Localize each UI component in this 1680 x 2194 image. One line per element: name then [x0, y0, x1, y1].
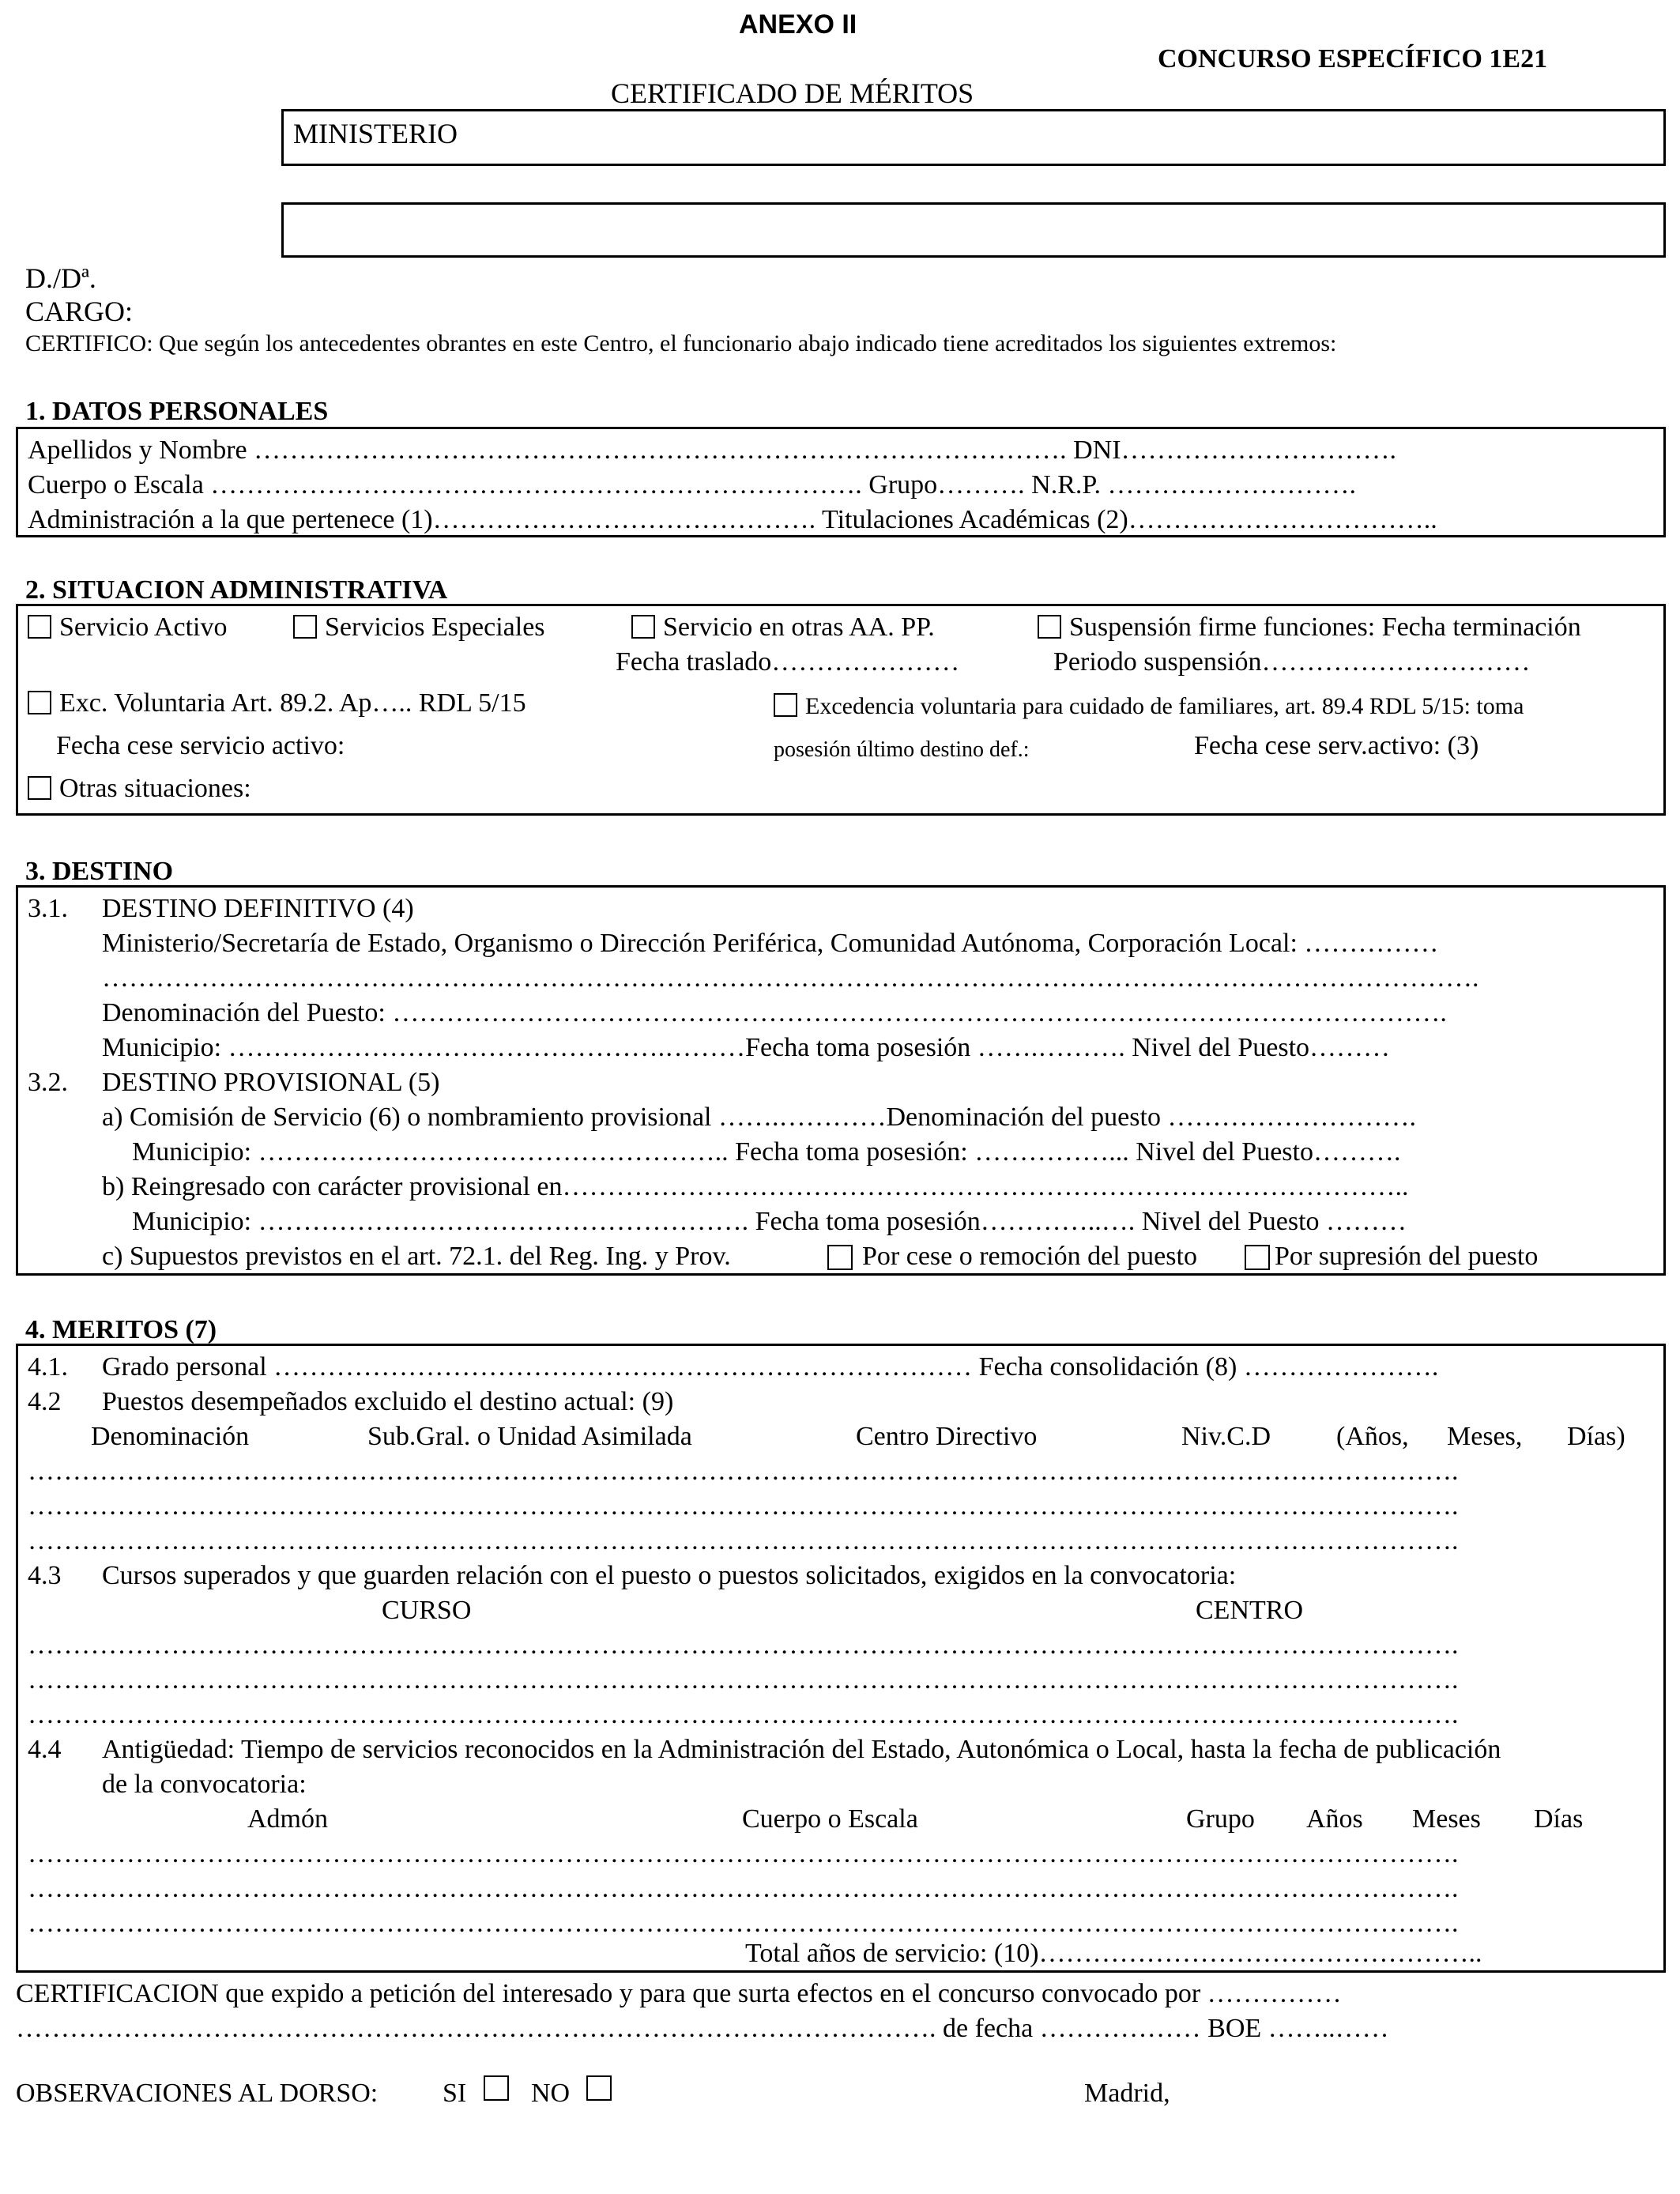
checkbox-observations-yes[interactable]	[484, 2075, 509, 2101]
num-3-1: 3.1.	[28, 894, 68, 923]
posts-row-3[interactable]: …………………………………………………………………………………………………………………………………………….	[28, 1528, 1459, 1555]
definitive-dots[interactable]: ……………………………………………………………………………………………………………………………………….	[102, 963, 1479, 993]
ministry-label: MINISTERIO	[293, 118, 458, 149]
merits-box	[16, 1344, 1666, 1973]
seniority-heading-2: de la convocatoria:	[102, 1770, 307, 1799]
personal-name-line[interactable]: Apellidos y Nombre ………………………………………………………………………………. DNI………………………….	[28, 435, 1397, 465]
col-months-2: Meses	[1412, 1804, 1481, 1834]
posts-row-1[interactable]: …………………………………………………………………………………………………………………………………………….	[28, 1458, 1459, 1485]
num-3-2: 3.2.	[28, 1068, 68, 1097]
courses-heading: Cursos superados y que guarden relación con el puesto o puestos solicitados, exigidos en la convocatoria:	[102, 1561, 1237, 1590]
courses-row-1[interactable]: …………………………………………………………………………………………………………………………………………….	[28, 1632, 1459, 1659]
certification-line-1[interactable]: CERTIFICACION que expido a petición del interesado y para que surta efectos en el concurso convocado por ……………	[16, 1979, 1342, 2008]
seniority-row-3[interactable]: …………………………………………………………………………………………………………………………………………….	[28, 1910, 1459, 1937]
label-special: Servicios Especiales	[325, 613, 545, 642]
definitive-ministry[interactable]: Ministerio/Secretaría de Estado, Organismo o Dirección Periférica, Comunidad Autónoma, Corporación Local: ……………	[102, 929, 1439, 958]
ministry-box[interactable]	[281, 109, 1666, 166]
label-removal: Por cese o remoción del puesto	[862, 1242, 1197, 1271]
transfer-date[interactable]: Fecha traslado…………………	[616, 647, 960, 677]
provisional-heading: DESTINO PROVISIONAL (5)	[102, 1068, 440, 1097]
seniority-heading: Antigüedad: Tiempo de servicios reconocidos en la Administración del Estado, Autonómica o Local, hasta la fecha de publicación	[102, 1735, 1501, 1764]
definitive-heading: DESTINO DEFINITIVO (4)	[102, 894, 414, 923]
col-body: Cuerpo o Escala	[742, 1804, 918, 1834]
num-4-1: 4.1.	[28, 1352, 68, 1382]
posts-heading: Puestos desempeñados excluido el destino actual: (9)	[102, 1387, 674, 1416]
certifier-position-label: CARGO:	[25, 296, 134, 327]
col-denomination: Denominación	[91, 1422, 250, 1451]
num-4-3: 4.3	[28, 1561, 62, 1590]
checkbox-other-admin[interactable]	[631, 615, 655, 639]
grade-line[interactable]: Grado personal …………………………………………………………………… Fecha consolidación (8) ………………….	[102, 1352, 1439, 1382]
col-months: Meses,	[1447, 1422, 1523, 1451]
checkbox-active[interactable]	[28, 615, 51, 639]
possession-last[interactable]: posesión último destino def.:	[774, 737, 1030, 762]
place-date: Madrid,	[1084, 2079, 1170, 2108]
label-others: Otras situaciones:	[59, 774, 251, 803]
personal-body-line[interactable]: Cuerpo o Escala ………………………………………………………………. Grupo………. N.R.P. ……………………….	[28, 470, 1357, 499]
col-course: CURSO	[382, 1596, 472, 1625]
col-days-2: Días	[1534, 1804, 1584, 1834]
commission-line[interactable]: a) Comisión de Servicio (6) o nombramiento provisional …….…………Denominación del puesto ……………………….	[102, 1103, 1416, 1132]
label-voluntary: Exc. Voluntaria Art. 89.2. Ap….. RDL 5/15	[59, 688, 526, 718]
checkbox-observations-no[interactable]	[586, 2075, 612, 2101]
admin-situation-box	[16, 604, 1666, 816]
col-subgral: Sub.Gral. o Unidad Asimilada	[367, 1422, 692, 1451]
num-4-2: 4.2	[28, 1387, 62, 1416]
section4-heading: 4. MERITOS (7)	[25, 1315, 217, 1344]
col-years-2: Años	[1306, 1804, 1363, 1834]
cease-date-short[interactable]: Fecha cese serv.activo: (3)	[1194, 731, 1479, 760]
definitive-municipality[interactable]: Municipio: ………………………………………….………Fecha toma posesión …….………. Nivel del Puesto………	[102, 1033, 1391, 1062]
observations-label: OBSERVACIONES AL DORSO:	[16, 2079, 379, 2108]
checkbox-special[interactable]	[293, 615, 317, 639]
destination-box	[16, 885, 1666, 1276]
observations-no-label: NO	[531, 2079, 571, 2108]
checkbox-family-leave[interactable]	[774, 693, 797, 717]
contest-code: CONCURSO ESPECÍFICO 1E21	[1158, 44, 1548, 74]
col-nivel: Niv.C.D	[1181, 1422, 1271, 1451]
definitive-post[interactable]: Denominación del Puesto: ……………………………………………………………………………………………………….	[102, 998, 1447, 1027]
total-service[interactable]: Total años de servicio: (10)…………………………………………..	[745, 1939, 1482, 1968]
checkbox-suspension[interactable]	[1038, 615, 1061, 639]
col-group: Grupo	[1186, 1804, 1255, 1834]
certification-line-2[interactable]: …………………………………………………………………………………………. de fecha ……………… BOE ……..……	[16, 2014, 1389, 2043]
personal-admin-line[interactable]: Administración a la que pertenece (1)……………………………………. Titulaciones Académicas (2)……………………………..	[28, 505, 1437, 534]
suspension-period[interactable]: Periodo suspensión…………………………	[1053, 647, 1531, 677]
checkbox-others[interactable]	[28, 776, 51, 800]
label-suppression: Por supresión del puesto	[1275, 1242, 1539, 1271]
col-course-center: CENTRO	[1196, 1596, 1303, 1625]
col-admin: Admón	[247, 1804, 328, 1834]
personal-data-box	[16, 427, 1666, 537]
checkbox-removal[interactable]	[827, 1245, 853, 1270]
certify-statement: CERTIFICO: Que según los antecedentes obrantes en este Centro, el funcionario abajo indicado tiene acreditados los siguientes extremos:	[25, 330, 1337, 356]
seniority-row-2[interactable]: …………………………………………………………………………………………………………………………………………….	[28, 1875, 1459, 1902]
section2-heading: 2. SITUACION ADMINISTRATIVA	[25, 575, 448, 605]
commission-municipality[interactable]: Municipio: …………………………………………….. Fecha toma posesión: ……………... Nivel del Puesto……….	[132, 1137, 1401, 1167]
col-years: (Años,	[1336, 1422, 1409, 1451]
reentry-municipality[interactable]: Municipio: ………………………………………………. Fecha toma posesión…………..…. Nivel del Puesto ………	[132, 1207, 1407, 1236]
label-suspension: Suspensión firme funciones: Fecha terminación	[1069, 613, 1581, 642]
seniority-row-1[interactable]: …………………………………………………………………………………………………………………………………………….	[28, 1841, 1459, 1868]
annex-title: ANEXO II	[739, 9, 857, 40]
col-days: Días)	[1567, 1422, 1625, 1451]
courses-row-2[interactable]: …………………………………………………………………………………………………………………………………………….	[28, 1667, 1459, 1694]
label-active: Servicio Activo	[59, 613, 228, 642]
col-centro-directivo: Centro Directivo	[856, 1422, 1038, 1451]
section3-heading: 3. DESTINO	[25, 857, 174, 886]
reentry-line[interactable]: b) Reingresado con carácter provisional en…………………………………………………………………………………..	[102, 1172, 1409, 1201]
cease-date[interactable]: Fecha cese servicio activo:	[56, 731, 345, 760]
section1-heading: 1. DATOS PERSONALES	[25, 397, 329, 426]
observations-yes-label: SI	[443, 2079, 467, 2108]
courses-row-3[interactable]: …………………………………………………………………………………………………………………………………………….	[28, 1702, 1459, 1728]
checkbox-voluntary[interactable]	[28, 691, 51, 714]
document-title: CERTIFICADO DE MÉRITOS	[611, 77, 974, 109]
cases-line: c) Supuestos previstos en el art. 72.1. del Reg. Ing. y Prov.	[102, 1242, 731, 1271]
unit-box[interactable]	[281, 202, 1666, 258]
checkbox-suppression[interactable]	[1245, 1245, 1270, 1270]
label-family-leave-tail: toma	[1470, 693, 1524, 719]
posts-row-2[interactable]: …………………………………………………………………………………………………………………………………………….	[28, 1493, 1459, 1520]
certifier-name-label: D./Dª.	[25, 262, 96, 294]
label-other-admin: Servicio en otras AA. PP.	[663, 613, 935, 642]
num-4-4: 4.4	[28, 1735, 62, 1764]
label-family-leave: Excedencia voluntaria para cuidado de familiares, art. 89.4 RDL 5/15:	[805, 693, 1471, 719]
